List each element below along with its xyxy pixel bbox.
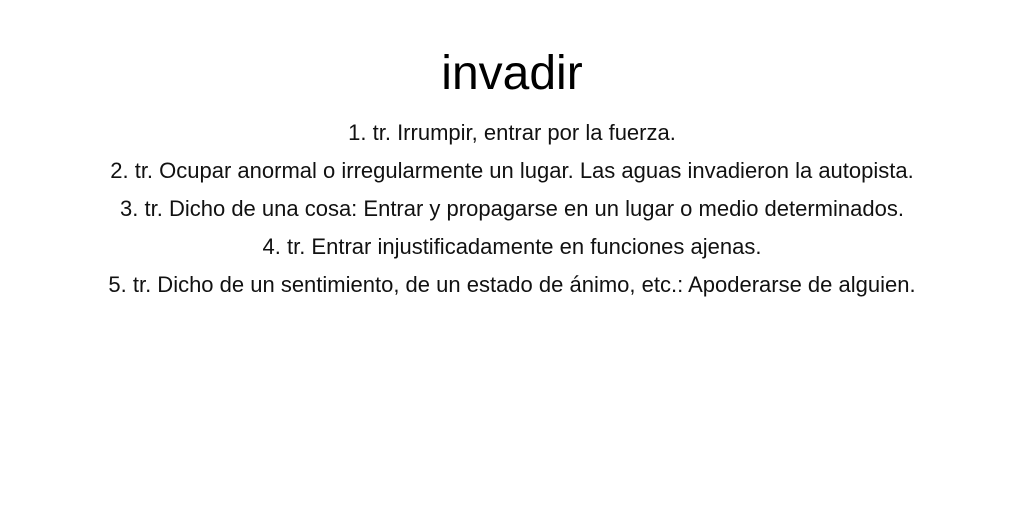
definition-list [42, 114, 982, 304]
dictionary-entry [0, 44, 1024, 304]
definition-4: 4. tr. Entrar injustificadamente en funciones ajenas. [262, 234, 762, 259]
definition-1: 1. tr. Irrumpir, entrar por la fuerza. [348, 120, 676, 145]
definition-5: 5. tr. Dicho de un sentimiento, de un estado de ánimo, etc.: Apoderarse de alguien. [108, 272, 916, 297]
headword: invadir [441, 47, 583, 100]
definition-2: 2. tr. Ocupar anormal o irregularmente un lugar. Las aguas invadieron la autopista. [110, 158, 914, 183]
definition-3: 3. tr. Dicho de una cosa: Entrar y propagarse en un lugar o medio determinados. [120, 196, 904, 221]
